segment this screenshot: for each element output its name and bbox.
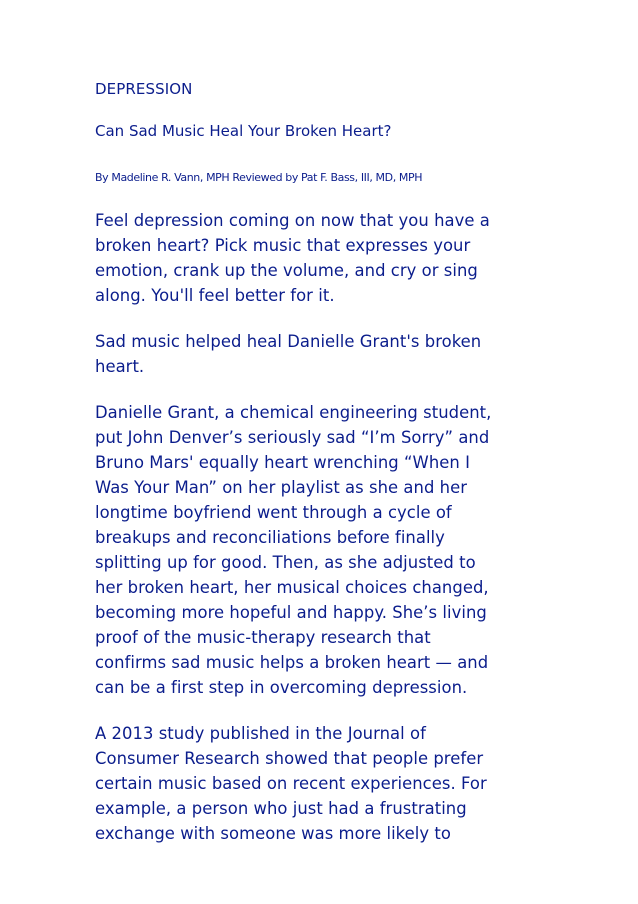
byline: By Madeline R. Vann, MPH Reviewed by Pat F. Bass, III, MD, MPH [95, 171, 423, 184]
paragraph-3-line: becoming more hopeful and happy. She’s living [95, 603, 487, 622]
paragraph-3-line: put John Denver’s seriously sad “I’m Sorry” and [95, 428, 490, 447]
paragraph-3-line: Bruno Mars' equally heart wrenching “When I [95, 453, 470, 472]
paragraph-3-line: confirms sad music helps a broken heart — and [95, 653, 489, 672]
paragraph-2-line: Sad music helped heal Danielle Grant's broken [95, 332, 482, 351]
paragraph-3-line: Was Your Man” on her playlist as she and her [95, 478, 468, 497]
paragraph-3-line: can be a first step in overcoming depression. [95, 678, 468, 697]
paragraph-4-line: A 2013 study published in the Journal of [95, 724, 426, 743]
paragraph-4-line: certain music based on recent experiences. For [95, 774, 487, 793]
paragraph-4-line: exchange with someone was more likely to [95, 824, 451, 843]
paragraph-3-line: breakups and reconciliations before finally [95, 528, 445, 547]
paragraph-1-line: emotion, crank up the volume, and cry or sing [95, 261, 478, 280]
paragraph-3-line: Danielle Grant, a chemical engineering student, [95, 403, 492, 422]
paragraph-3-line: splitting up for good. Then, as she adjusted to [95, 553, 476, 572]
paragraph-1-line: Feel depression coming on now that you have a [95, 211, 490, 230]
paragraph-1-line: broken heart? Pick music that expresses your [95, 236, 471, 255]
article-title: Can Sad Music Heal Your Broken Heart? [95, 122, 392, 140]
paragraph-1-line: along. You'll feel better for it. [95, 286, 335, 305]
category-heading: DEPRESSION [95, 80, 193, 98]
paragraph-3-line: proof of the music-therapy research that [95, 628, 431, 647]
paragraph-2-line: heart. [95, 357, 145, 376]
paragraph-4-line: example, a person who just had a frustrating [95, 799, 467, 818]
paragraph-3-line: longtime boyfriend went through a cycle of [95, 503, 452, 522]
paragraph-4-line: Consumer Research showed that people prefer [95, 749, 484, 768]
paragraph-3-line: her broken heart, her musical choices changed, [95, 578, 489, 597]
